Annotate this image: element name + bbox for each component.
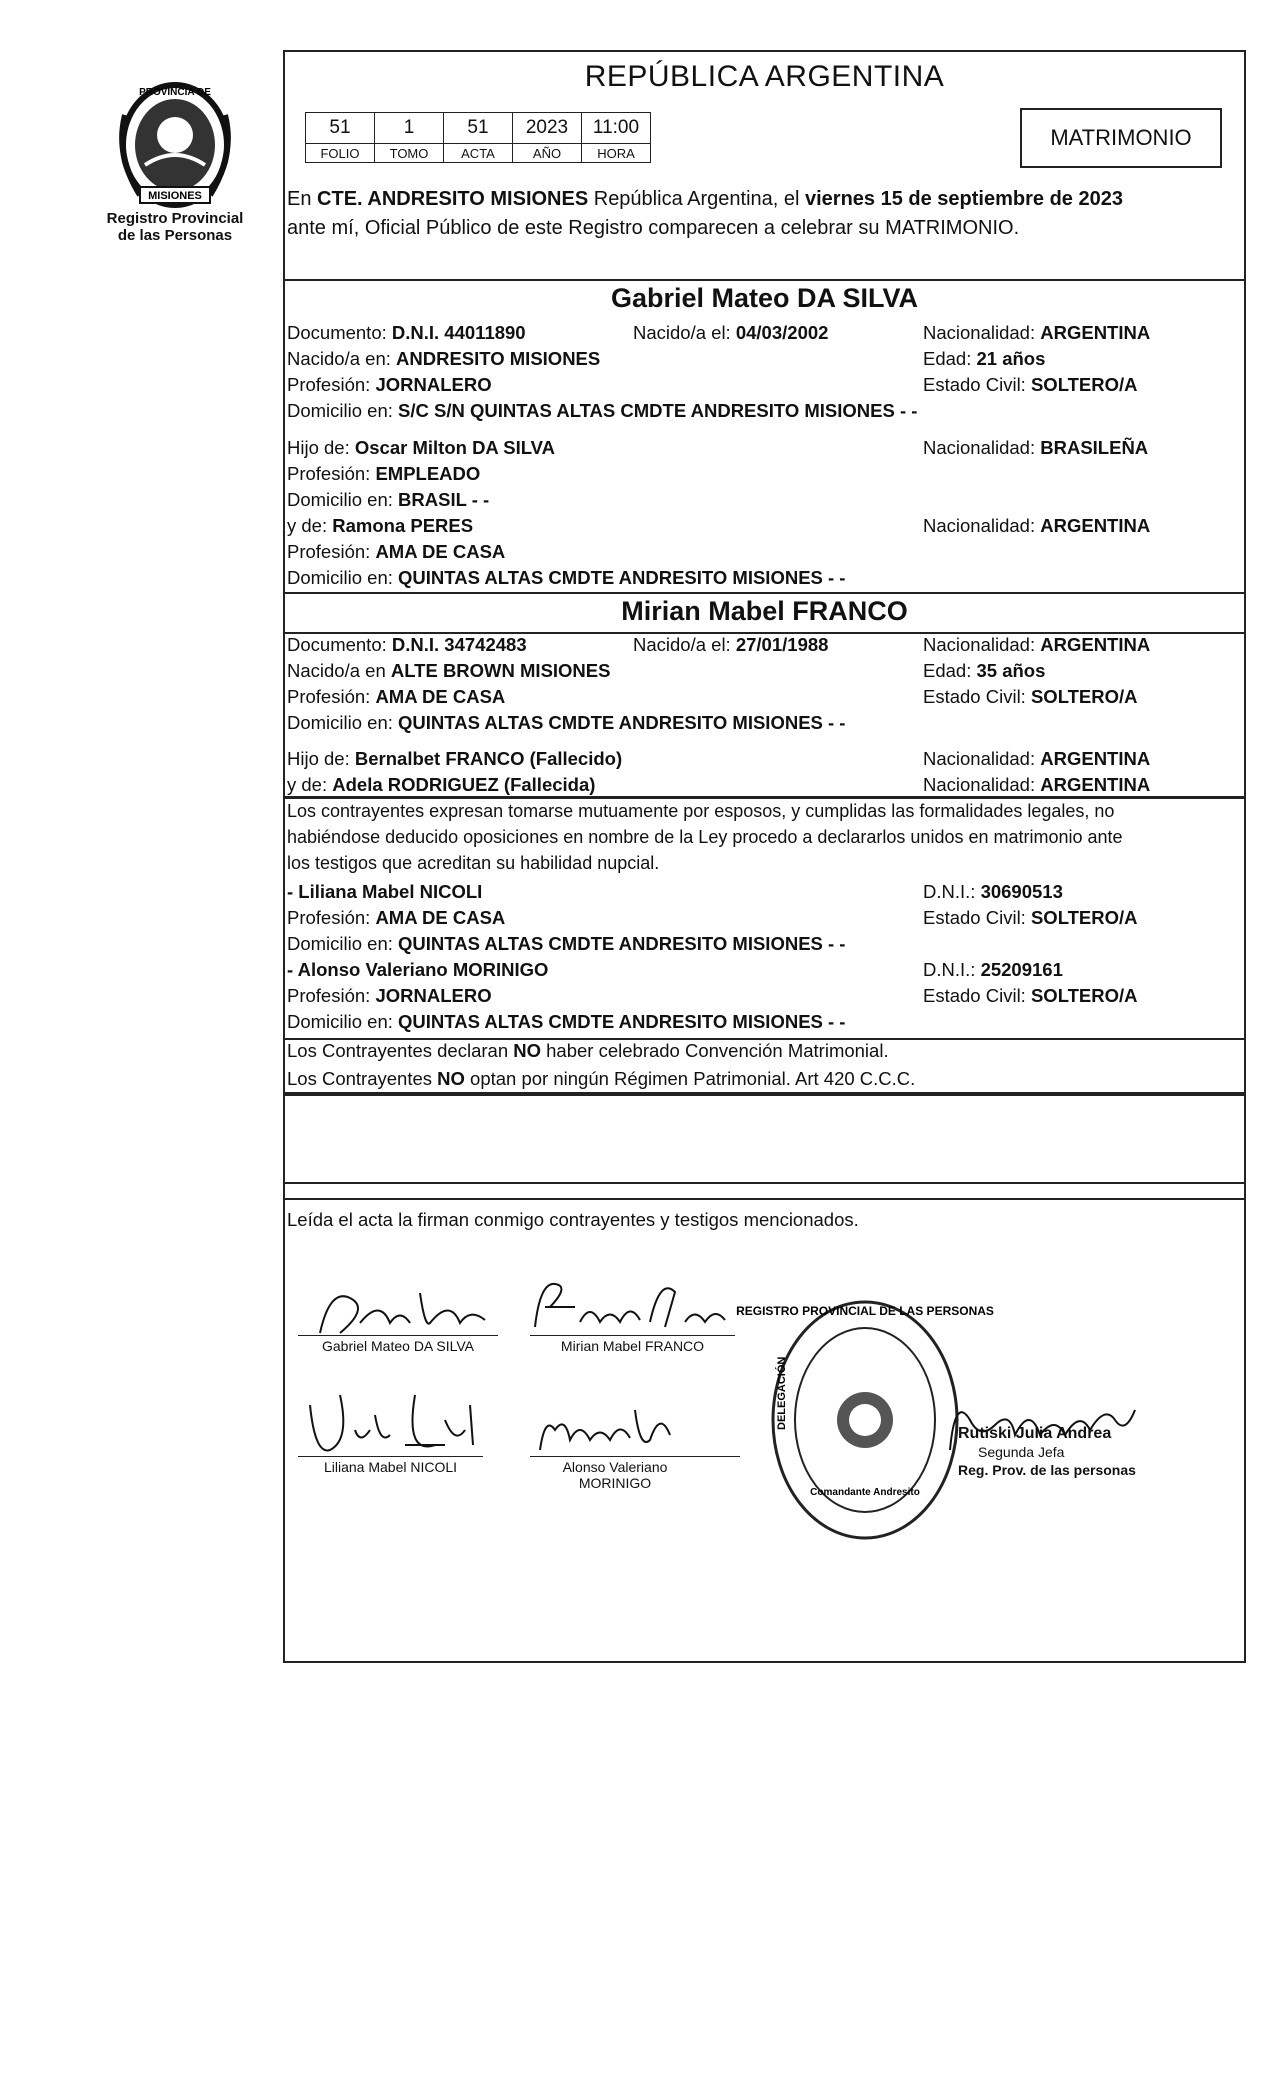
registry-table: [305, 112, 651, 163]
convention-line-2: Los Contrayentes NO optan por ningún Régimen Patrimonial. Art 420 C.C.C.: [287, 1068, 916, 1089]
groom-signature-label: Gabriel Mateo DA SILVA: [322, 1338, 474, 1354]
divider: [283, 1092, 1246, 1094]
groom-nationality: Nacionalidad: ARGENTINA: [923, 322, 1151, 343]
bride-father: Hijo de: Bernalbet FRANCO (Fallecido): [287, 748, 623, 769]
groom-name: Gabriel Mateo DA SILVA: [610, 283, 919, 313]
bride-address: Domicilio en: QUINTAS ALTAS CMDTE ANDRESITO MISIONES - -: [287, 712, 846, 733]
acta-value: 51: [444, 113, 513, 144]
groom-civil-status: Estado Civil: SOLTERO/A: [923, 374, 1138, 395]
groom-document: Documento: D.N.I. 44011890: [287, 322, 526, 343]
logo-text-bottom: MISIONES: [148, 190, 202, 202]
witness-1-name: - Liliana Mabel NICOLI: [287, 881, 483, 902]
witness-2-dni: D.N.I.: 25209161: [923, 959, 1063, 980]
witness-1-dni: D.N.I.: 30690513: [923, 881, 1063, 902]
year-value: 2023: [513, 113, 582, 144]
act-type-box: MATRIMONIO: [1020, 108, 1222, 168]
divider: [285, 279, 1244, 281]
groom-signature-line: [298, 1335, 498, 1336]
intro-text: En CTE. ANDRESITO MISIONES República Argentina, el viernes 15 de septiembre de 2023 ante mí, Oficial Público de este Registro comparecen a celebrar su MATRIMONIO.: [287, 188, 1123, 239]
official-office: Reg. Prov. de las personas: [958, 1462, 1136, 1478]
witness-1-signature-line: [298, 1456, 483, 1457]
convention-line-1: Los Contrayentes declaran NO haber celebrado Convención Matrimonial.: [287, 1040, 889, 1061]
bride-profession: Profesión: AMA DE CASA: [287, 686, 506, 707]
hour-label: HORA: [582, 144, 651, 163]
bride-birthdate: Nacido/a el: 27/01/1988: [633, 634, 829, 655]
bride-father-nationality: Nacionalidad: ARGENTINA: [923, 748, 1151, 769]
bride-civil-status: Estado Civil: SOLTERO/A: [923, 686, 1138, 707]
official-name: Rutiski Julia Andrea: [958, 1425, 1112, 1442]
intro-place: CTE. ANDRESITO MISIONES: [317, 188, 589, 210]
groom-mother-nationality: Nacionalidad: ARGENTINA: [923, 515, 1151, 536]
witness-2-signature-line: [530, 1456, 740, 1457]
witness-1-address: Domicilio en: QUINTAS ALTAS CMDTE ANDRESITO MISIONES - -: [287, 933, 846, 954]
tomo-value: 1: [375, 113, 444, 144]
page-title: REPÚBLICA ARGENTINA: [584, 60, 945, 93]
divider: [283, 1198, 1246, 1200]
witness-1-civil-status: Estado Civil: SOLTERO/A: [923, 907, 1138, 928]
bride-signature: [525, 1272, 735, 1342]
groom-father-nationality: Nacionalidad: BRASILEÑA: [923, 437, 1149, 458]
witness-2-signature-label: Alonso Valeriano MORINIGO: [562, 1459, 668, 1491]
bride-signature-line: [530, 1335, 735, 1336]
witness-2-address: Domicilio en: QUINTAS ALTAS CMDTE ANDRESITO MISIONES - -: [287, 1011, 846, 1032]
folio-value: 51: [306, 113, 375, 144]
bride-age: Edad: 35 años: [923, 660, 1046, 681]
stamp-ring-text: REGISTRO PROVINCIAL DE LAS PERSONAS: [736, 1304, 994, 1318]
bride-birthplace: Nacido/a en ALTE BROWN MISIONES: [287, 660, 611, 681]
witness-2-signature: [530, 1400, 680, 1460]
hour-value: 11:00: [582, 113, 651, 144]
bride-mother: y de: Adela RODRIGUEZ (Fallecida): [287, 774, 596, 795]
bride-name: Mirian Mabel FRANCO: [621, 596, 908, 626]
divider: [285, 1182, 1244, 1184]
year-label: AÑO: [513, 144, 582, 163]
tomo-label: TOMO: [375, 144, 444, 163]
acta-label: ACTA: [444, 144, 513, 163]
witness-2-civil-status: Estado Civil: SOLTERO/A: [923, 985, 1138, 1006]
official-stamp: [736, 1295, 994, 1545]
stamp-inner-text: Comandante Andresito: [810, 1487, 920, 1498]
groom-birthdate: Nacido/a el: 04/03/2002: [633, 322, 829, 343]
divider: [285, 1094, 1244, 1096]
stamp-side-text: DELEGACIÓN: [776, 1356, 788, 1430]
witness-1-signature: [295, 1385, 495, 1465]
folio-label: FOLIO: [306, 144, 375, 163]
groom-profession: Profesión: JORNALERO: [287, 374, 492, 395]
witness-1-signature-label: Liliana Mabel NICOLI: [323, 1459, 458, 1475]
official-signature-caption: [958, 1425, 1136, 1479]
logo-caption-line-1: Registro Provincial: [106, 210, 244, 227]
bride-signature-label: Mirian Mabel FRANCO: [560, 1338, 705, 1354]
declaration-text: Los contrayentes expresan tomarse mutuamente por esposos, y cumplidas las formalidades legales, no habiéndose deducido oposiciones en nombre de la Ley procedo a declararlos unidos en matrimonio ante los testigos que acreditan su habilidad nupcial.: [287, 801, 1123, 873]
groom-mother-address: Domicilio en: QUINTAS ALTAS CMDTE ANDRESITO MISIONES - -: [287, 567, 846, 588]
groom-mother-profession: Profesión: AMA DE CASA: [287, 541, 506, 562]
intro-date: viernes 15 de septiembre de 2023: [805, 188, 1123, 210]
logo-text-top: PROVINCIA DE: [139, 87, 211, 98]
witness-2-profession: Profesión: JORNALERO: [287, 985, 492, 1006]
bride-mother-nationality: Nacionalidad: ARGENTINA: [923, 774, 1151, 795]
divider: [285, 592, 1244, 594]
groom-age: Edad: 21 años: [923, 348, 1046, 369]
logo-caption-line-2: de las Personas: [117, 227, 233, 244]
groom-address: Domicilio en: S/C S/N QUINTAS ALTAS CMDTE ANDRESITO MISIONES - -: [287, 400, 918, 421]
groom-father-address: Domicilio en: BRASIL - -: [287, 489, 490, 510]
groom-mother: y de: Ramona PERES: [287, 515, 474, 536]
groom-father-profession: Profesión: EMPLEADO: [287, 463, 481, 484]
closing-text: Leída el acta la firman conmigo contrayentes y testigos mencionados.: [287, 1209, 859, 1230]
bride-document: Documento: D.N.I. 34742483: [287, 634, 527, 655]
witness-2-name: - Alonso Valeriano MORINIGO: [287, 959, 549, 980]
bride-nationality: Nacionalidad: ARGENTINA: [923, 634, 1151, 655]
groom-father: Hijo de: Oscar Milton DA SILVA: [287, 437, 555, 458]
logo-caption: [95, 210, 255, 244]
witness-1-profession: Profesión: AMA DE CASA: [287, 907, 506, 928]
groom-birthplace: Nacido/a en: ANDRESITO MISIONES: [287, 348, 601, 369]
official-title: Segunda Jefa: [978, 1444, 1065, 1460]
